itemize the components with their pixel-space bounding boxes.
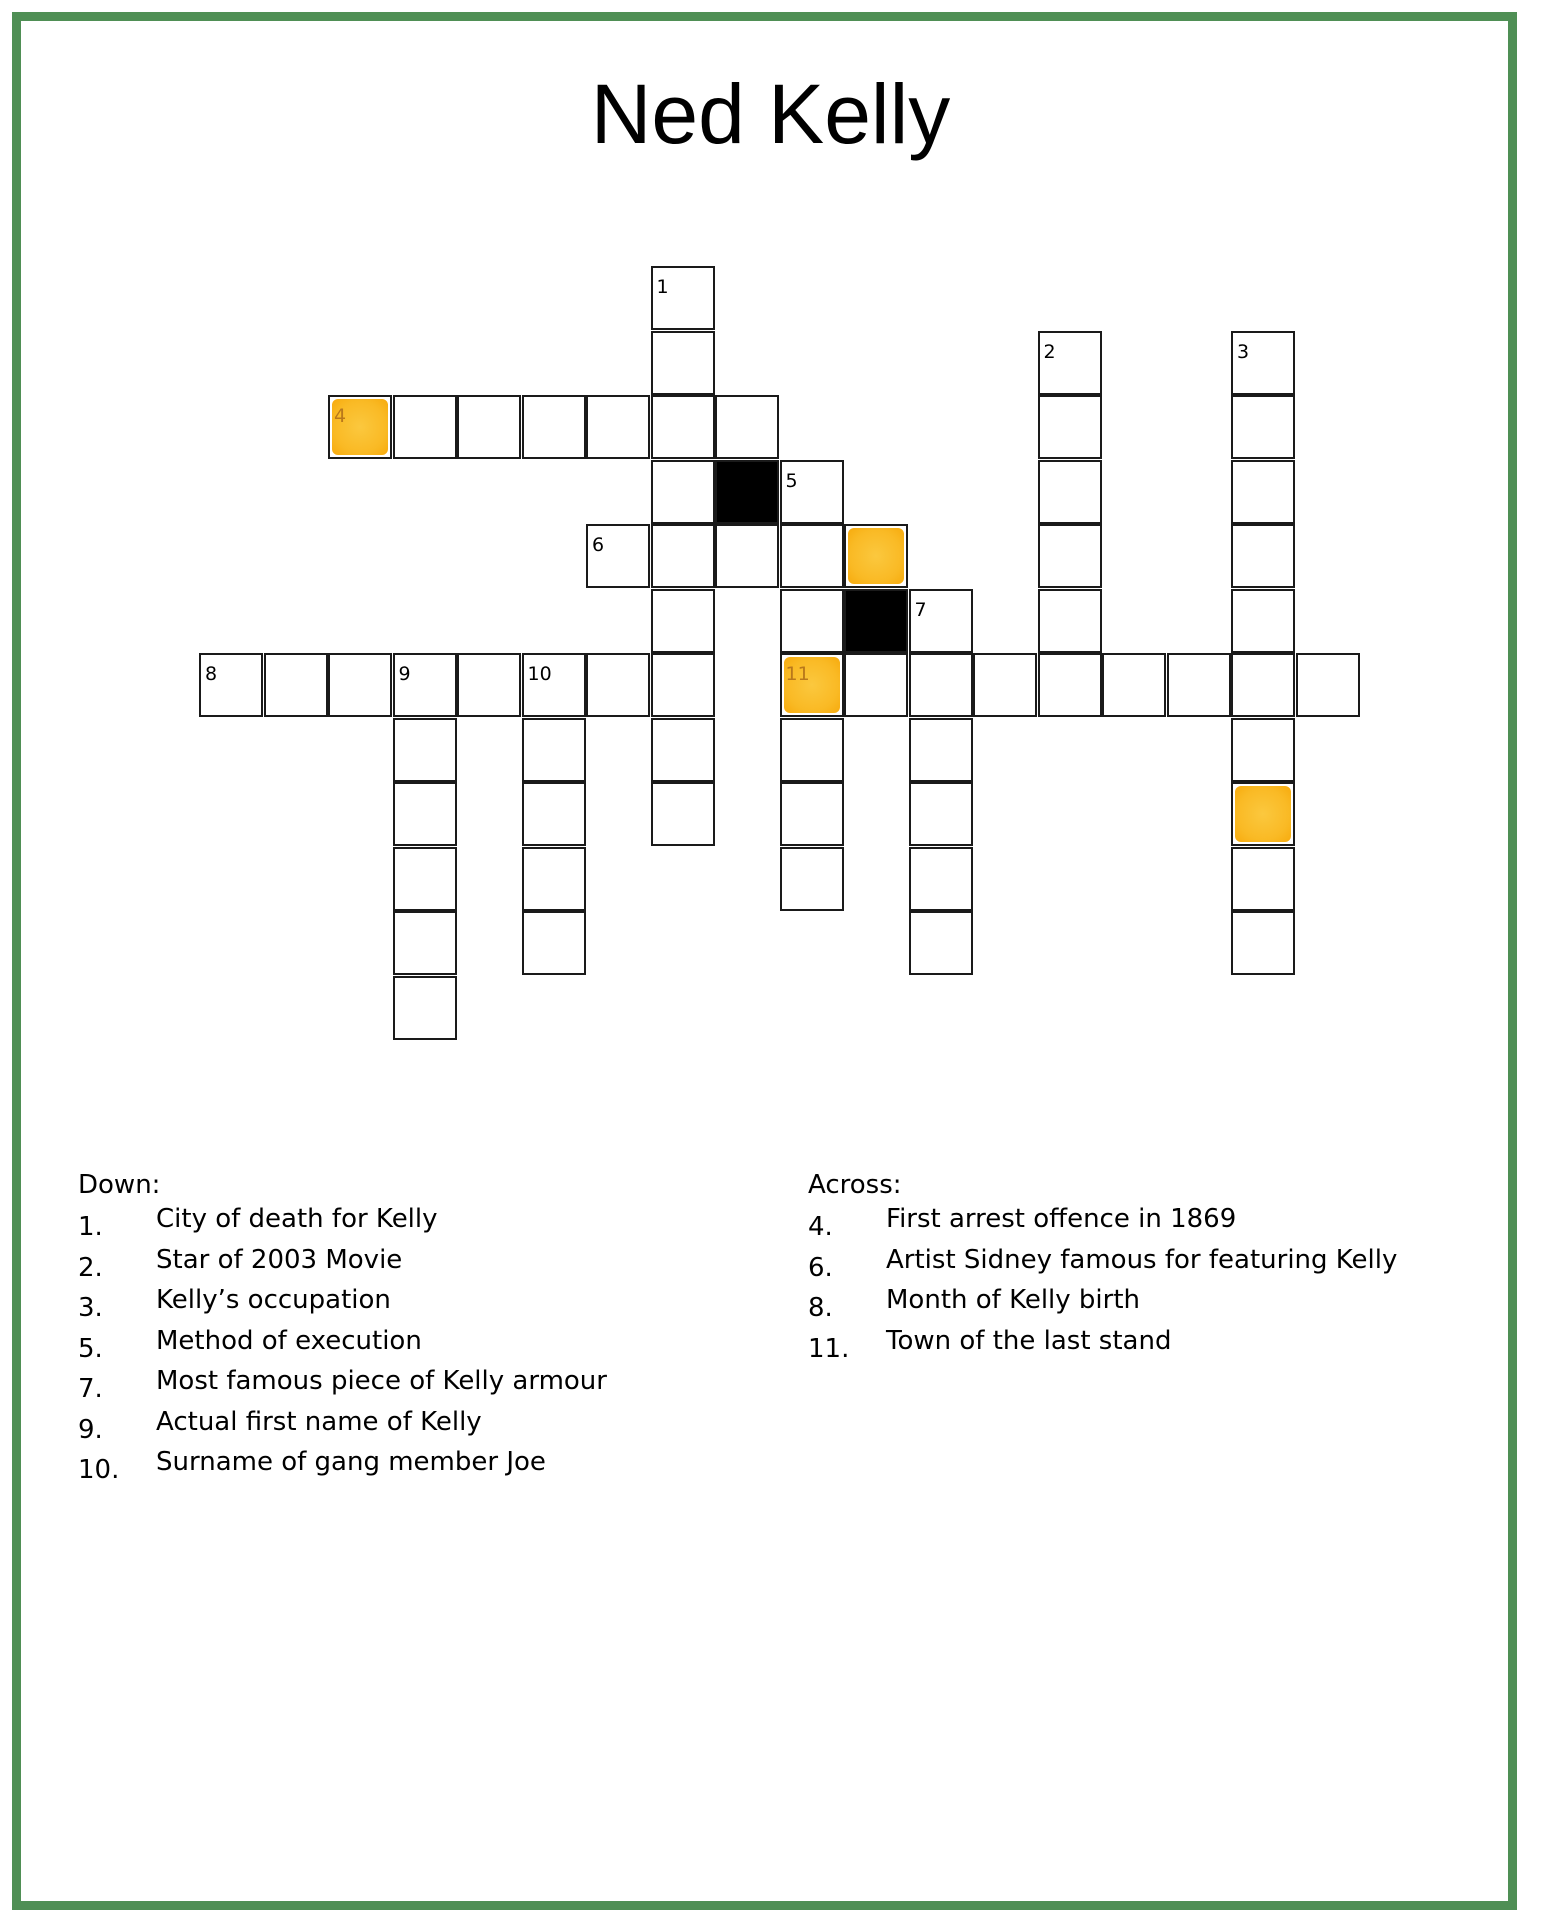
numbered-cell-4[interactable] [328, 395, 392, 459]
across-clue [808, 1285, 1508, 1326]
grid-cell[interactable] [457, 653, 521, 717]
grid-cell[interactable] [651, 718, 715, 782]
grid-cell[interactable] [780, 524, 844, 588]
grid-cell[interactable] [1038, 460, 1102, 524]
clue-number: 1 [656, 276, 669, 298]
clue-number-label: 9. [78, 1414, 103, 1445]
across-clue [808, 1204, 1508, 1245]
grid-cell[interactable] [909, 718, 973, 782]
highlight-mark [848, 528, 904, 584]
clue-number: 9 [398, 663, 411, 685]
grid-cell[interactable] [1231, 460, 1295, 524]
clue-number-label: 1. [78, 1212, 103, 1242]
numbered-cell-6[interactable] [586, 524, 650, 588]
clue-number-label: 6. [808, 1252, 833, 1283]
clue-number-label: 4. [808, 1212, 833, 1242]
clue-text: First arrest offence in 1869 [886, 1204, 1237, 1234]
numbered-cell-11[interactable] [780, 653, 844, 717]
grid-cell[interactable] [457, 395, 521, 459]
grid-cell[interactable] [909, 911, 973, 975]
clue-text: Town of the last stand [886, 1325, 1172, 1356]
grid-cell[interactable] [522, 911, 586, 975]
grid-cell[interactable] [909, 782, 973, 846]
grid-cell[interactable] [1231, 589, 1295, 653]
numbered-cell-3[interactable] [1231, 331, 1295, 395]
numbered-cell-1[interactable] [651, 266, 715, 330]
grid-cell[interactable] [844, 524, 908, 588]
down-heading: Down: [78, 1170, 161, 1200]
highlight-mark [1235, 786, 1291, 842]
grid-cell[interactable] [1038, 395, 1102, 459]
clue-number: 8 [205, 663, 218, 685]
numbered-cell-7[interactable] [909, 589, 973, 653]
grid-cell[interactable] [586, 653, 650, 717]
down-clue [78, 1285, 718, 1326]
down-clue [78, 1447, 718, 1488]
clue-number-label: 5. [78, 1333, 103, 1364]
clue-text: Actual first name of Kelly [156, 1406, 482, 1437]
page-title: Ned Kelly [590, 67, 951, 161]
clue-number-label: 10. [78, 1455, 120, 1485]
grid-cell[interactable] [393, 718, 457, 782]
down-clue [78, 1326, 718, 1367]
grid-cell[interactable] [393, 847, 457, 911]
grid-cell[interactable] [586, 395, 650, 459]
grid-cell[interactable] [264, 653, 328, 717]
clue-text: Surname of gang member Joe [156, 1447, 546, 1477]
grid-cell[interactable] [522, 847, 586, 911]
grid-cell[interactable] [522, 395, 586, 459]
grid-cell[interactable] [651, 782, 715, 846]
grid-cell[interactable] [1231, 395, 1295, 459]
grid-cell[interactable] [522, 782, 586, 846]
clue-text: Month of Kelly birth [886, 1285, 1141, 1315]
grid-cell[interactable] [780, 847, 844, 911]
clue-number-label: 2. [78, 1252, 103, 1283]
clue-number-label: 3. [78, 1293, 103, 1323]
clue-number: 2 [1043, 340, 1056, 363]
grid-cell[interactable] [651, 653, 715, 717]
grid-cell[interactable] [1231, 847, 1295, 911]
grid-cell[interactable] [522, 718, 586, 782]
clue-number: 10 [527, 663, 552, 685]
grid-cell[interactable] [651, 331, 715, 395]
across-clue [808, 1245, 1508, 1286]
grid-cell[interactable] [1167, 653, 1231, 717]
grid-cell[interactable] [1038, 589, 1102, 653]
down-clue [78, 1245, 718, 1286]
grid-cell[interactable] [1038, 524, 1102, 588]
grid-cell[interactable] [844, 653, 908, 717]
down-clue [78, 1204, 718, 1245]
grid-cell[interactable] [1231, 911, 1295, 975]
across-clue-list [808, 1204, 1508, 1366]
numbered-cell-2[interactable] [1038, 331, 1102, 395]
numbered-cell-10[interactable] [522, 653, 586, 717]
grid-cell[interactable] [715, 395, 779, 459]
grid-cell[interactable] [393, 911, 457, 975]
clue-text: City of death for Kelly [156, 1204, 438, 1234]
grid-cell[interactable] [393, 782, 457, 846]
grid-cell[interactable] [715, 524, 779, 588]
grid-cell[interactable] [780, 782, 844, 846]
numbered-cell-8[interactable] [199, 653, 263, 717]
grid-cell[interactable] [328, 653, 392, 717]
clue-text: Most famous piece of Kelly armour [156, 1366, 607, 1396]
grid-cell[interactable] [909, 847, 973, 911]
down-clues [78, 1170, 718, 1488]
grid-cell[interactable] [393, 395, 457, 459]
grid-cell[interactable] [651, 460, 715, 524]
clue-text: Artist Sidney famous for featuring Kelly [886, 1244, 1398, 1275]
clue-number: 3 [1237, 340, 1250, 363]
clue-text: Star of 2003 Movie [156, 1244, 403, 1275]
across-clue [808, 1326, 1508, 1367]
clue-text: Kelly’s occupation [156, 1285, 391, 1315]
clue-number: 6 [592, 534, 605, 556]
black-cell [844, 589, 908, 653]
grid-cell[interactable] [1231, 718, 1295, 782]
down-clue [78, 1366, 718, 1407]
clue-text: Method of execution [156, 1325, 422, 1356]
across-heading: Across: [808, 1170, 902, 1200]
grid-cell[interactable] [909, 653, 973, 717]
grid-cell[interactable] [1231, 653, 1295, 717]
numbered-cell-9[interactable] [393, 653, 457, 717]
grid-cell[interactable] [780, 589, 844, 653]
across-clues [808, 1170, 1508, 1366]
grid-cell[interactable] [1102, 653, 1166, 717]
clue-number: 5 [785, 469, 798, 492]
down-clue [78, 1407, 718, 1448]
clue-number: 7 [914, 598, 927, 621]
grid-cell[interactable] [393, 976, 457, 1040]
grid-cell[interactable] [651, 524, 715, 588]
grid-cell[interactable] [1231, 782, 1295, 846]
grid-cell[interactable] [973, 653, 1037, 717]
numbered-cell-5[interactable] [780, 460, 844, 524]
clue-number-label: 7. [78, 1374, 103, 1404]
clue-number-label: 8. [808, 1293, 833, 1323]
grid-cell[interactable] [780, 718, 844, 782]
black-cell [715, 460, 779, 524]
grid-cell[interactable] [1038, 653, 1102, 717]
grid-cell[interactable] [651, 395, 715, 459]
grid-cell[interactable] [1296, 653, 1360, 717]
clue-number: 4 [334, 405, 347, 427]
grid-cell[interactable] [1231, 524, 1295, 588]
down-clue-list [78, 1204, 718, 1488]
clue-number: 11 [785, 663, 810, 685]
grid-cell[interactable] [651, 589, 715, 653]
clue-number-label: 11. [808, 1333, 850, 1364]
